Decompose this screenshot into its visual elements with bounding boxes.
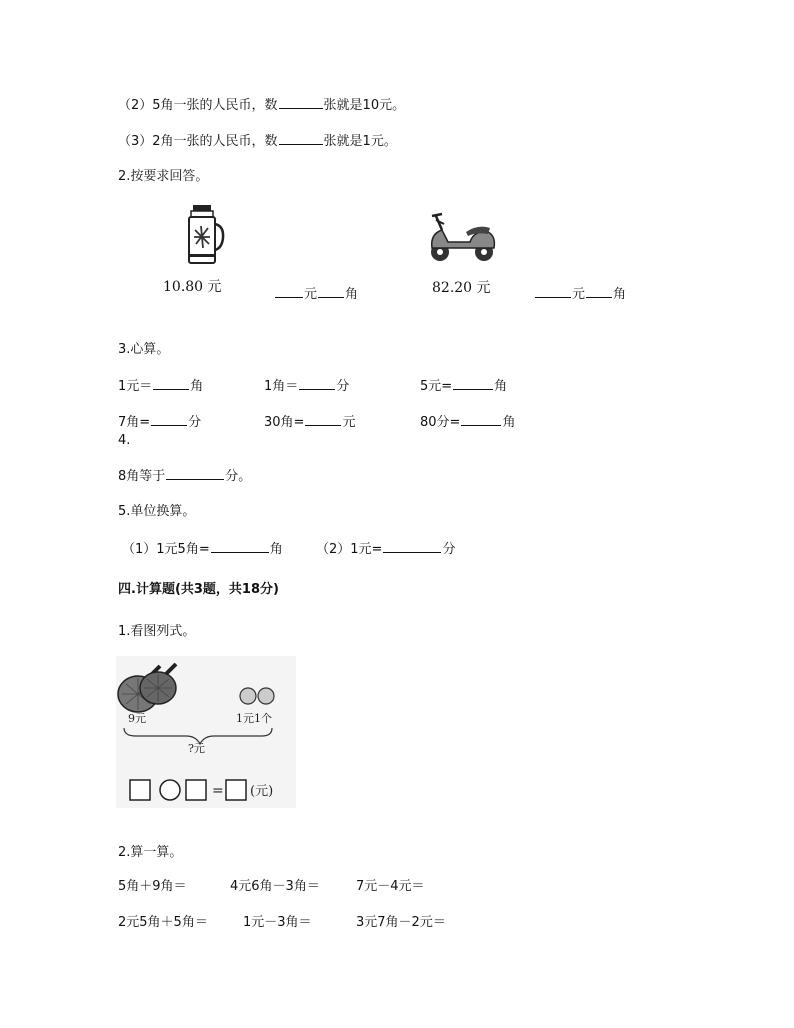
mental-math-item: 80分= 角	[420, 412, 515, 432]
answer-blank[interactable]	[383, 539, 441, 553]
answer-blank[interactable]	[535, 284, 571, 298]
total-label: ?元	[188, 742, 205, 755]
answer-blank[interactable]	[211, 539, 269, 553]
section-heading: 四.计算题(共3题，共18分)	[118, 582, 279, 597]
answer-blank[interactable]	[299, 376, 335, 390]
scooter-image	[424, 210, 500, 264]
thermos-bottle-image	[186, 204, 226, 266]
answer-blank[interactable]	[586, 284, 612, 298]
answer-box[interactable]	[226, 780, 246, 800]
right-price-label: 1元1个	[236, 712, 272, 725]
thermos-answer: 元 角	[274, 284, 358, 304]
answer-blank[interactable]	[318, 284, 344, 298]
unit-conversion-2: （2）1元= 分	[316, 539, 455, 559]
question-2-title: 2.按要求回答。	[118, 169, 209, 184]
mental-math-item: 30角= 元	[264, 412, 355, 432]
question-3-title: 3.心算。	[118, 342, 170, 357]
see-picture-figure	[116, 656, 296, 808]
unit-label: (元)	[250, 784, 274, 799]
answer-blank[interactable]	[153, 376, 189, 390]
operator-circle[interactable]	[160, 780, 180, 800]
calc-item: 4元6角－3角＝	[230, 879, 320, 894]
calc-2-title: 2.算一算。	[118, 845, 183, 860]
mental-math-item: 7角= 分	[118, 412, 201, 432]
answer-blank[interactable]	[275, 284, 303, 298]
ball-icon	[258, 688, 274, 704]
question-1-3: （3）2角一张的人民币，数 张就是1元。	[118, 131, 397, 151]
mental-math-item: 1元＝ 角	[118, 376, 203, 396]
calc-item: 7元－4元＝	[356, 879, 425, 894]
calc-1-title: 1.看图列式。	[118, 624, 196, 639]
question-1-2: （2）5角一张的人民币，数 张就是10元。	[118, 95, 405, 115]
mental-math-item: 5元= 角	[420, 376, 507, 396]
left-price-label: 9元	[128, 712, 146, 725]
answer-box[interactable]	[186, 780, 206, 800]
calc-item: 2元5角＋5角＝	[118, 915, 208, 930]
equals-sign: =	[212, 783, 224, 799]
mental-math-item: 1角＝ 分	[264, 376, 349, 396]
calc-item: 3元7角－2元＝	[356, 915, 446, 930]
question-5-title: 5.单位换算。	[118, 504, 196, 519]
scooter-price: 82.20 元	[432, 280, 491, 296]
question-4: 8角等于 分。	[118, 466, 251, 486]
scooter-answer: 元 角	[534, 284, 626, 304]
answer-blank[interactable]	[453, 376, 493, 390]
calc-item: 1元－3角＝	[243, 915, 312, 930]
answer-blank[interactable]	[279, 131, 323, 145]
answer-blank[interactable]	[279, 95, 323, 109]
question-4-number: 4.	[118, 433, 131, 448]
thermos-price: 10.80 元	[163, 279, 222, 295]
answer-blank[interactable]	[461, 412, 501, 426]
answer-blank[interactable]	[166, 466, 224, 480]
ball-icon	[240, 688, 256, 704]
answer-blank[interactable]	[305, 412, 341, 426]
unit-conversion-1: （1）1元5角= 角	[122, 539, 283, 559]
answer-blank[interactable]	[151, 412, 187, 426]
calc-item: 5角＋9角＝	[118, 879, 187, 894]
answer-box[interactable]	[130, 780, 150, 800]
